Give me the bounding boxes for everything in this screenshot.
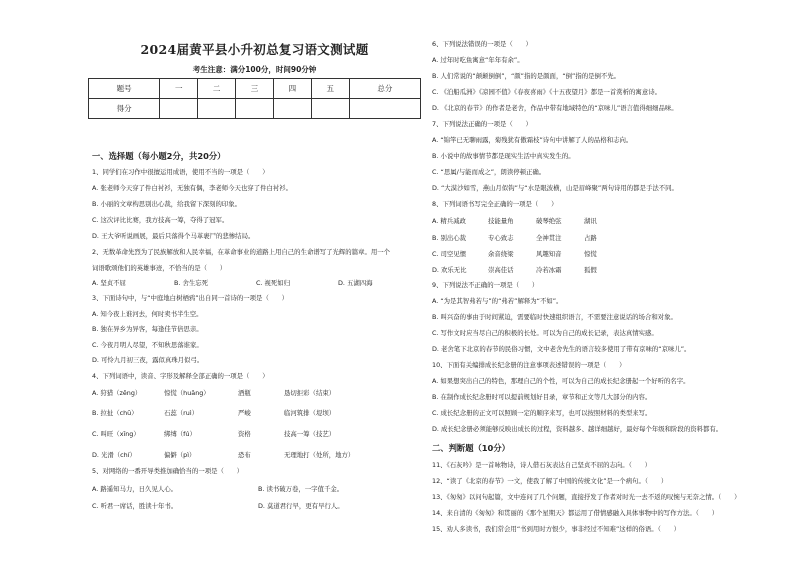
question-option: C. 今夜月明人尽望，不知秋思落谁家。 [92, 341, 203, 349]
question-option: C. 视死如归 [256, 279, 291, 287]
question-option: 狐假 [584, 266, 597, 274]
question-option: B. 叫兴奋的事由于时间紧迫，需要临时快速组织语言，不需要注意说话的场合和对象。 [432, 313, 677, 321]
question-option: A. “锦竿已无聊雨露，菊残犹有傲霜枝”诗句中讲解了人的品格和志向。 [432, 136, 633, 144]
question-option: C. 这次评比比赛，我方技高一筹，夺得了冠军。 [92, 216, 229, 224]
question-option: 技能量角 [488, 217, 514, 225]
question-option: 湖讯 [584, 217, 597, 225]
score-blank-cell[interactable] [349, 99, 420, 119]
question-option: D. 莫道君行早，更有早行人。 [258, 502, 344, 510]
exam-title: 2024届黄平县小升初总复习语文测试题 [140, 42, 369, 57]
question-stem: 5、对网络的一番开导类推加确恰当的一项是（ ） [92, 467, 244, 475]
question-option: B. 小丽的文章构思别出心裁，给我留下深刻的印象。 [92, 200, 242, 208]
question-option: A. 如果想突出自己的特色，那理自己的个性，可以为自己的成长纪念册起一个好听的名字。 [432, 377, 690, 385]
question-option: B. 别出心裁 [432, 234, 467, 242]
score-table-header-row [89, 79, 421, 99]
score-cell: 题号 [89, 79, 160, 99]
question-option: B. 人们常说的“颠颠倒倒”，“颜”指的是颜面，“倒”指的是倒不先。 [432, 72, 621, 80]
question-option: 风趣知音 [536, 250, 562, 258]
question-stem: 9、下列说法不正确的一项是（ ） [432, 281, 539, 289]
score-table [88, 78, 421, 119]
question-option: 无理地打（处所，地方） [284, 451, 355, 459]
question-stem: 词语歌颂他们的英雄事迹，不恰当的是（ ） [92, 264, 227, 272]
question-option: 绑缚（fú） [164, 430, 196, 438]
question-option: B. 在制作成长纪念册时可以提前规划好目录，章节和正文等几大部分的内容。 [432, 393, 652, 401]
question-option: 严峻 [238, 409, 251, 417]
question-option: 破琴绝弦 [536, 217, 562, 225]
question-option: 占路 [584, 234, 597, 242]
exam-note: 考生注意：满分100分，时间90分钟 [192, 65, 317, 74]
question-option: B. 舍生忘死 [174, 279, 209, 287]
question-option: 酒瓶 [238, 389, 251, 397]
question-option: D. 光滑（chí） [92, 451, 136, 459]
question-option: A. 狩猎（zēng） [92, 389, 142, 397]
question-option: D. 五湖四海 [338, 279, 373, 287]
question-option: 崇高佳话 [488, 266, 514, 274]
judgement-item: 11、《石灰吟》是一首咏物诗，诗人借石灰表达自己坚贞不屈的志向。（ ） [432, 461, 652, 469]
question-stem: 10、下面有关编排成长纪念册的注意事项表述错误的一项是（ ） [432, 361, 626, 369]
question-option: B. 读书破万卷，一字值千金。 [258, 485, 344, 493]
question-option: D. 王大爷听说画展，最后只落得个马革裹尸的悲惨结局。 [92, 232, 255, 240]
score-cell: 一 [160, 79, 198, 99]
question-stem: 3、下面诗句中，与“中庭地白树栖鸦”出自同一首诗的一项是（ ） [92, 294, 289, 302]
question-option: A. 路遥知马力，日久见人心。 [92, 485, 178, 493]
question-option: 恐布 [238, 451, 251, 459]
score-blank-cell[interactable] [160, 99, 198, 119]
question-option: D. 成长纪念册必须能够反映出成长的过程，资料越多、越详细越好，最好每个年级和阶段的资料都有。 [432, 425, 723, 433]
question-option: A. 知今夜上谁河去，何时卖书半生空。 [92, 310, 203, 318]
score-cell: 三 [236, 79, 274, 99]
question-option: C. “思属/与能而成之”，朗读停顿正确。 [432, 168, 546, 176]
question-option: C. 听君一席话，胜读十年书。 [92, 502, 178, 510]
question-stem: 1、同学们在习作中很擅运用成语，使用不当的一项是（ ） [92, 168, 269, 176]
question-option: 余音绕梁 [488, 250, 514, 258]
score-cell: 得分 [89, 99, 160, 119]
score-blank-cell[interactable] [198, 99, 236, 119]
question-stem: 2、无数革命先烈为了民族解放和人民幸福，在革命事业的道路上用自己的生命谱写了光辉的篇章。用一个 [92, 248, 391, 256]
score-table-score-row [89, 99, 421, 119]
question-option: A. 坚贞不屈 [92, 279, 126, 287]
question-option: A. 张老师今天穿了件白衬衫，无独有偶，李老师今天也穿了件白衬衫。 [92, 184, 293, 192]
question-option: A. “为是其智弗若与”的“弗若”解释为“不如”。 [432, 297, 563, 305]
question-option: C. 《泊船瓜洲》《凉园不值》《春夜喜雨》《十五夜望月》都是一首赏析的寓意诗。 [432, 88, 661, 96]
question-option: A. 精兵减政 [432, 217, 466, 225]
question-stem: 6、下列说法错误的一项是（ ） [432, 40, 532, 48]
question-option: D. 可怜九月初三夜，露似真珠月似弓。 [92, 356, 204, 364]
question-option: 石蕊（ruì） [164, 409, 199, 417]
judgement-item: 13、《匆匆》以问句起篇，文中连问了几个问题，直接抒发了作者对时光一去不返的叹惋与无奈之情。（ ） [432, 493, 741, 501]
question-option: C. 司空见惯 [432, 250, 467, 258]
question-option: 专心致志 [488, 234, 514, 242]
judgement-item: 14、来自清的《匆匆》和贯丽的《那个星期天》都运用了借情感融入具体事物中的写作方法。（ ） [432, 509, 719, 517]
question-option: C. 叫旺（xīng） [92, 430, 140, 438]
question-option: 全神贯注 [536, 234, 562, 242]
section-heading-judgement: 二、判断题（10分） [432, 443, 510, 453]
question-option: 恳切拒彩（结束） [284, 389, 336, 397]
judgement-item: 12、“读了《北京的春节》一文，使我了解了中国的传统文化”是一个病句。（ ） [432, 477, 668, 485]
question-option: A. 过年时吃鱼寓意“年年有余”。 [432, 56, 524, 64]
question-stem: 4、下列词语中，读音、字形及解释全部正确的一项是（ ） [92, 372, 269, 380]
question-option: C. 写作文时应当尽自己的积极的长处。可以为自己的成长记录，表达真情实感。 [432, 329, 658, 337]
question-stem: 7、下列说法正确的一项是（ ） [432, 120, 532, 128]
question-option: 资格 [238, 430, 251, 438]
question-option: B. 拉扯（chū） [92, 409, 138, 417]
score-cell: 五 [311, 79, 349, 99]
question-option: 临河筑排（堤坝） [284, 409, 336, 417]
score-cell: 二 [198, 79, 236, 99]
question-option: D. 欢乐无比 [432, 266, 467, 274]
question-option: 惊慌（huāng） [164, 389, 210, 397]
question-option: 技高一筹（技艺） [284, 430, 336, 438]
score-blank-cell[interactable] [311, 99, 349, 119]
score-cell: 总分 [349, 79, 420, 99]
question-option: C. 成长纪念册的正文可以照顾一定的顺序来写，也可以按照材料的类型来写。 [432, 409, 652, 417]
question-option: 冷若冰霜 [536, 266, 562, 274]
score-cell: 四 [273, 79, 311, 99]
section-heading-choice: 一、选择题（每小题2分，共20分） [92, 151, 226, 161]
question-option: D. “大漠沙如雪，燕山月似钩”与“水是眼波横，山是眉峰聚”两句诗用的都是手法不同。 [432, 184, 678, 192]
question-stem: 8、下列词语书写完全正确的一项是（ ） [432, 200, 558, 208]
question-option: 偏僻（pì） [164, 451, 196, 459]
question-option: D. 《北京的春节》的作者是老舍，作品中带有地域特色的“京味儿”语言值得细细品味。 [432, 104, 678, 112]
score-blank-cell[interactable] [273, 99, 311, 119]
question-option: B. 独在异乡为异客，每逢佳节倍思亲。 [92, 325, 203, 333]
question-option: B. 小说中的故事情节都是现实生活中真实发生的。 [432, 152, 575, 160]
judgement-item: 15、劝人多读书，我们常会用“书到用时方恨少，事非经过不知难”这样的俗语。（ ） [432, 525, 681, 533]
question-option: D. 老舍笔下北京的春节的民俗习惯，文中老舍先生的语言较多使用了带有京味的“京味儿”。 [432, 345, 691, 353]
score-blank-cell[interactable] [236, 99, 274, 119]
question-option: 惊慌 [584, 250, 597, 258]
